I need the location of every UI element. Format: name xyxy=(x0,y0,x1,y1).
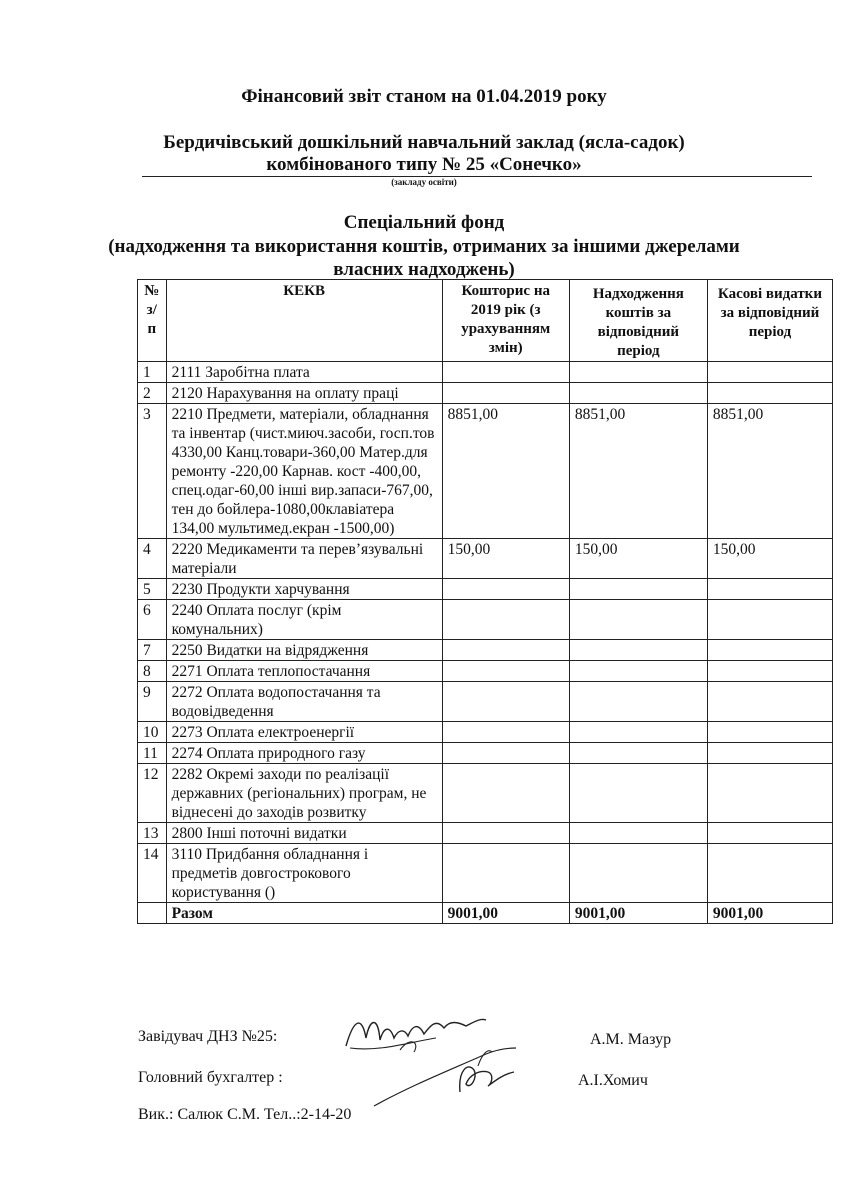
row-num: 12 xyxy=(138,764,167,823)
row-cash xyxy=(707,682,832,722)
row-receipts xyxy=(569,844,707,903)
row-cash xyxy=(707,600,832,640)
row-num: 6 xyxy=(138,600,167,640)
total-row xyxy=(138,903,833,924)
row-cash xyxy=(707,764,832,823)
table-row xyxy=(138,764,833,823)
row-estimate xyxy=(442,844,569,903)
row-estimate xyxy=(442,661,569,682)
row-cash xyxy=(707,844,832,903)
table-row xyxy=(138,661,833,682)
row-kekv: 2273 Оплата електроенергії xyxy=(166,722,442,743)
table-row xyxy=(138,743,833,764)
row-receipts xyxy=(569,640,707,661)
row-receipts xyxy=(569,383,707,404)
row-kekv: 2274 Оплата природного газу xyxy=(166,743,442,764)
row-kekv: 2111 Заробітна плата xyxy=(166,362,442,383)
row-kekv: 3110 Придбання обладнання і предметів довгострокового користування () xyxy=(166,844,442,903)
institution-name-line2: комбінованого типу № 25 «Сонечко» xyxy=(266,154,582,175)
table-row xyxy=(138,383,833,404)
table-body xyxy=(138,362,833,903)
row-kekv: 2271 Оплата теплопостачання xyxy=(166,661,442,682)
row-estimate xyxy=(442,823,569,844)
row-cash: 150,00 xyxy=(707,539,832,579)
row-cash xyxy=(707,743,832,764)
row-estimate xyxy=(442,383,569,404)
accountant-label: Головний бухгалтер : xyxy=(138,1069,283,1086)
row-num: 5 xyxy=(138,579,167,600)
row-kekv: 2210 Предмети, матеріали, обладнання та інвентар (чист.миюч.засоби, госп.тов 4330,00 Канц.товари-360,00 Матер.для ремонту -220,00 Карнав. кост -400,00, спец.одаг-60,00 інші вир.запаси-767,00, тен до бойлера-1080,00клавіатера 134,00 мультимед.екран -1500,00) xyxy=(166,404,442,539)
row-num: 1 xyxy=(138,362,167,383)
table-row xyxy=(138,404,833,539)
head-label: Завідувач ДНЗ №25: xyxy=(138,1028,278,1045)
row-cash xyxy=(707,579,832,600)
row-num: 7 xyxy=(138,640,167,661)
row-cash xyxy=(707,362,832,383)
accountant-signature xyxy=(370,1040,530,1115)
row-receipts xyxy=(569,600,707,640)
row-num: 11 xyxy=(138,743,167,764)
head-name: А.М. Мазур xyxy=(590,1031,672,1048)
row-receipts xyxy=(569,362,707,383)
total-estimate: 9001,00 xyxy=(442,903,569,924)
row-num: 2 xyxy=(138,383,167,404)
row-estimate xyxy=(442,743,569,764)
row-num: 10 xyxy=(138,722,167,743)
row-receipts xyxy=(569,682,707,722)
row-estimate xyxy=(442,722,569,743)
fund-subtitle-line2: власних надходжень) xyxy=(333,259,515,280)
row-kekv: 2220 Медикаменти та перев’язувальні матеріали xyxy=(166,539,442,579)
institution-name-line1: Бердичівський дошкільний навчальний заклад (ясла-садок) xyxy=(163,132,685,153)
fund-subtitle-line1: (надходження та використання коштів, отриманих за іншими джерелами xyxy=(108,236,740,257)
row-receipts xyxy=(569,823,707,844)
row-kekv: 2240 Оплата послуг (крім комунальних) xyxy=(166,600,442,640)
row-receipts xyxy=(569,579,707,600)
row-estimate xyxy=(442,682,569,722)
row-estimate xyxy=(442,579,569,600)
header-kekv: КЕКВ xyxy=(166,280,442,362)
table-row xyxy=(138,823,833,844)
row-num: 8 xyxy=(138,661,167,682)
row-num: 9 xyxy=(138,682,167,722)
total-num-cell xyxy=(138,903,167,924)
financial-report-table xyxy=(137,279,833,924)
header-cash: Касові видатки за відповідний період xyxy=(707,280,832,362)
total-cash: 9001,00 xyxy=(707,903,832,924)
table-row xyxy=(138,362,833,383)
header-receipts: Надходження коштів за відповідний період xyxy=(569,280,707,362)
row-estimate xyxy=(442,640,569,661)
row-estimate xyxy=(442,764,569,823)
row-estimate xyxy=(442,600,569,640)
row-cash xyxy=(707,383,832,404)
row-kekv: 2800 Інші поточні видатки xyxy=(166,823,442,844)
table-row xyxy=(138,682,833,722)
header-estimate: Кошторис на 2019 рік (з урахуванням змін) xyxy=(442,280,569,362)
table-row xyxy=(138,844,833,903)
header-num: № з/п xyxy=(138,280,167,362)
row-cash xyxy=(707,722,832,743)
row-receipts: 8851,00 xyxy=(569,404,707,539)
row-estimate xyxy=(442,362,569,383)
row-num: 3 xyxy=(138,404,167,539)
row-estimate: 150,00 xyxy=(442,539,569,579)
table-row xyxy=(138,640,833,661)
table-row xyxy=(138,600,833,640)
row-receipts xyxy=(569,743,707,764)
row-num: 4 xyxy=(138,539,167,579)
table-row xyxy=(138,722,833,743)
row-receipts: 150,00 xyxy=(569,539,707,579)
fund-title: Спеціальний фонд xyxy=(343,212,505,233)
row-kekv: 2250 Видатки на відрядження xyxy=(166,640,442,661)
row-receipts xyxy=(569,722,707,743)
total-receipts: 9001,00 xyxy=(569,903,707,924)
row-cash: 8851,00 xyxy=(707,404,832,539)
row-kekv: 2120 Нарахування на оплату праці xyxy=(166,383,442,404)
table-row xyxy=(138,579,833,600)
row-kekv: 2282 Окремі заходи по реалізації державних (регіональних) програм, не віднесені до заходів розвитку xyxy=(166,764,442,823)
accountant-name: А.І.Хомич xyxy=(578,1072,648,1089)
row-receipts xyxy=(569,764,707,823)
row-cash xyxy=(707,640,832,661)
row-estimate: 8851,00 xyxy=(442,404,569,539)
total-label: Разом xyxy=(166,903,442,924)
table-row xyxy=(138,539,833,579)
row-cash xyxy=(707,823,832,844)
row-cash xyxy=(707,661,832,682)
row-kekv: 2230 Продукти харчування xyxy=(166,579,442,600)
institution-caption: (закладу освіти) xyxy=(391,177,457,187)
row-receipts xyxy=(569,661,707,682)
row-num: 13 xyxy=(138,823,167,844)
row-num: 14 xyxy=(138,844,167,903)
row-kekv: 2272 Оплата водопостачання та водовідведення xyxy=(166,682,442,722)
executor-info: Вик.: Салюк С.М. Тел..:2-14-20 xyxy=(138,1106,352,1123)
table-header-row xyxy=(138,280,833,362)
report-title: Фінансовий звіт станом на 01.04.2019 року xyxy=(241,86,607,107)
